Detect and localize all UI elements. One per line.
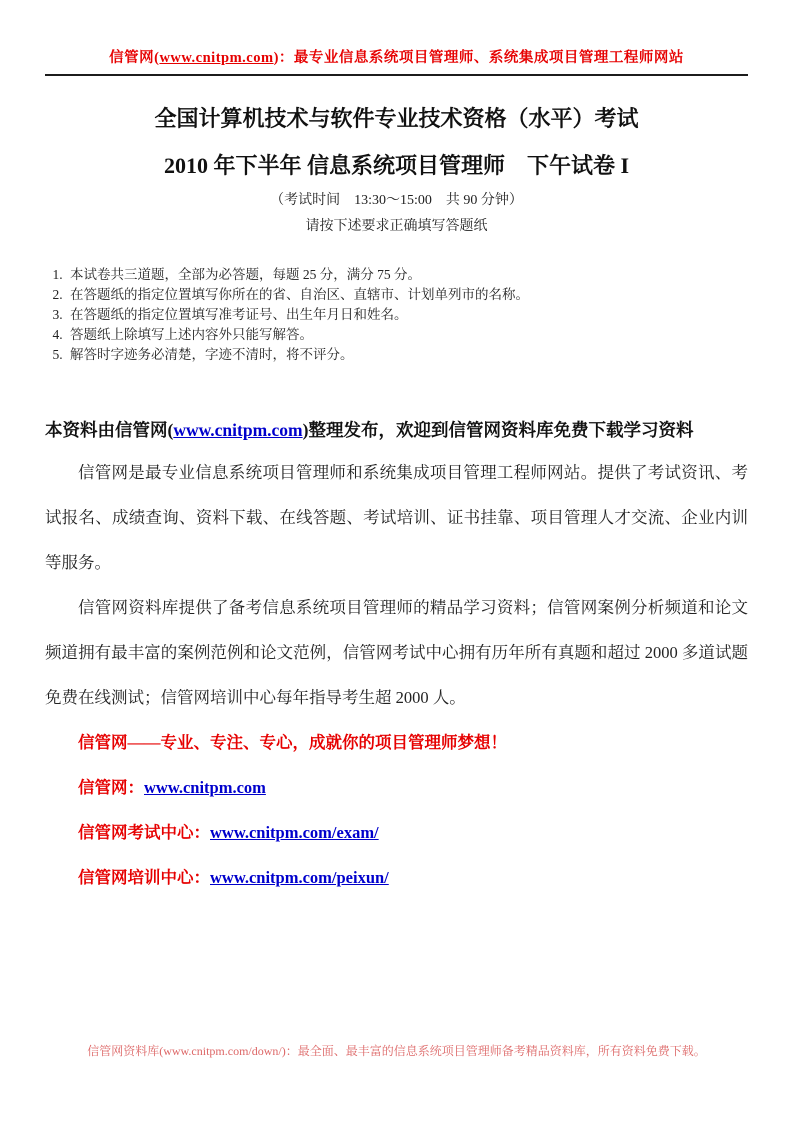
promo-link-label: 信管网： [78,778,144,797]
training-center-link[interactable]: www.cnitpm.com/peixun/ [210,868,389,887]
exam-title-line1: 全国计算机技术与软件专业技术资格（水平）考试 [154,106,639,131]
promo-link-label: 信管网考试中心： [78,823,210,842]
exam-title-line2: 2010 年下半年 信息系统项目管理师 下午试卷 I [163,153,630,178]
publication-notice [45,417,748,442]
exam-time-line: （考试时间 13:30～15:00 共 90 分钟） [270,193,523,208]
home-link[interactable]: www.cnitpm.com [144,778,266,797]
page-footer: 信管网资料库(www.cnitpm.com/down/)：最全面、最丰富的信息系统项目管理师备考精品资料库，所有资料免费下载。 [87,1044,706,1058]
header-site-link[interactable]: www.cnitpm.com [159,50,274,66]
notice-text-suffix: )整理发布，欢迎到信管网资料库免费下载学习资料 [302,420,694,440]
header-text-prefix: 信管网( [109,50,160,66]
page-header [45,0,748,76]
exam-rule-item: 4. 答题纸上除填写上述内容外只能写解答。 [66,325,748,345]
promo-link-row-training [78,855,748,900]
fill-instruction-line: 请按下述要求正确填写答题纸 [305,219,488,234]
notice-text-prefix: 本资料由信管网( [45,420,174,440]
resources-paragraph: 信管网资料库提供了备考信息系统项目管理师的精品学习资料；信管网案例分析频道和论文频道拥有最丰富的案例范例和论文范例，信管网考试中心拥有历年所有真题和超过 2000 多道试题免费在线测试；信管网培训中心每年指导考生超 2000 人。 [45,598,748,707]
promo-link-label: 信管网培训中心： [78,868,210,887]
exam-center-link[interactable]: www.cnitpm.com/exam/ [210,823,379,842]
notice-site-link[interactable]: www.cnitpm.com [173,420,303,440]
exam-rule-item: 3. 在答题纸的指定位置填写准考证号、出生年月日和姓名。 [66,305,748,325]
promo-link-row-home [78,765,748,810]
exam-rule-item: 2. 在答题纸的指定位置填写你所在的省、自治区、直辖市、计划单列市的名称。 [66,285,748,305]
promo-link-row-exam [78,810,748,855]
site-intro-paragraph: 信管网是最专业信息系统项目管理师和系统集成项目管理工程师网站。提供了考试资讯、考试报名、成绩查询、资料下载、在线答题、考试培训、证书挂靠、项目管理人才交流、企业内训等服务。 [45,463,748,572]
exam-rule-item: 1. 本试卷共三道题，全部为必答题，每题 25 分，满分 75 分。 [66,265,748,285]
slogan-line: 信管网——专业、专注、专心，成就你的项目管理师梦想！ [78,733,507,752]
exam-rule-item: 5. 解答时字迹务必清楚，字迹不清时，将不评分。 [66,345,748,365]
exam-rules-list [66,265,748,365]
header-text-suffix: )：最专业信息系统项目管理师、系统集成项目管理工程师网站 [273,50,684,66]
